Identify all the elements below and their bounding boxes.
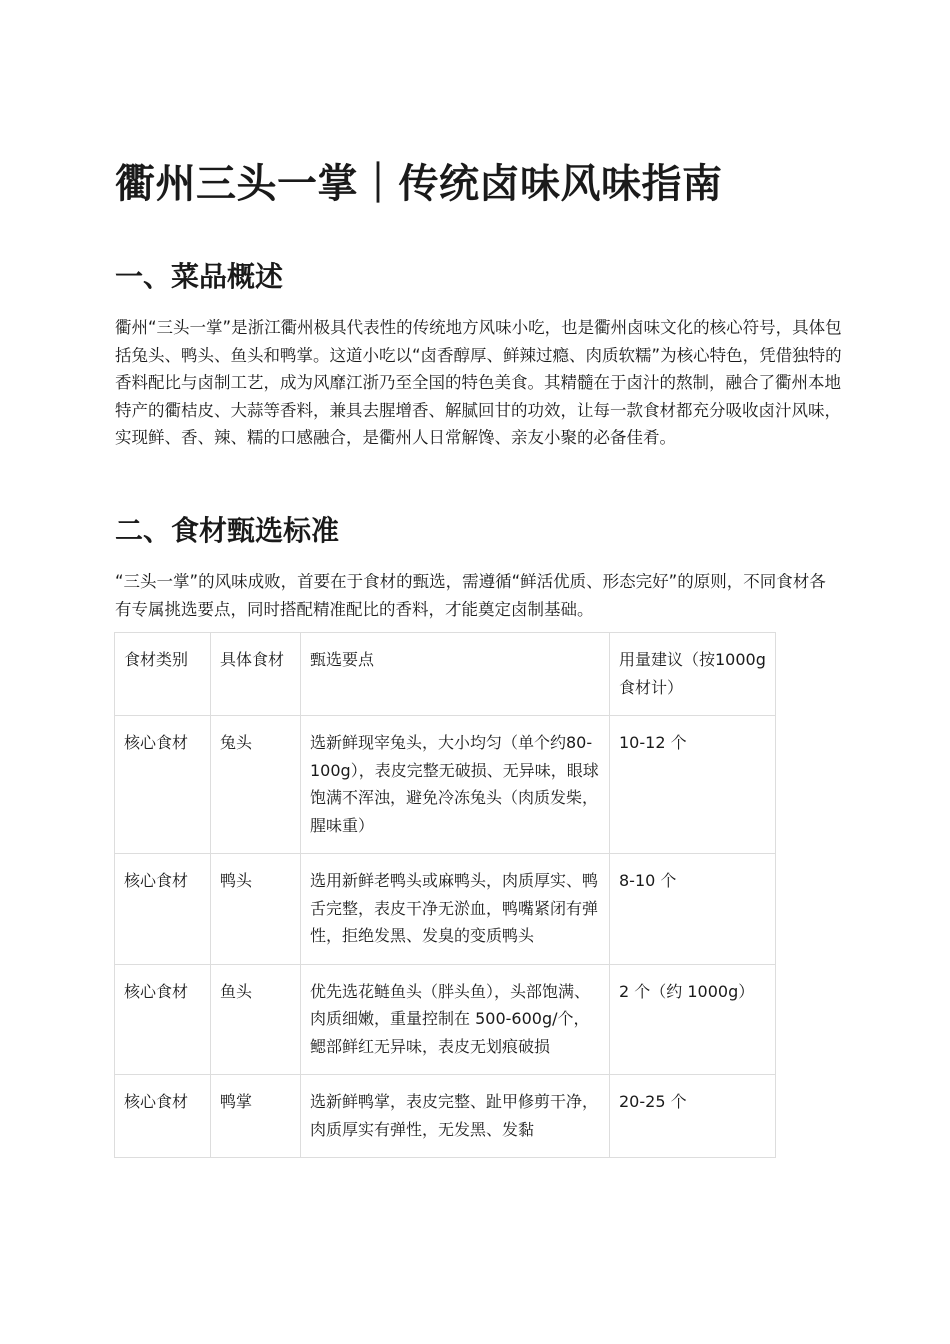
- header-cell-category: 食材类别: [115, 633, 211, 716]
- cell-dosage: 10-12 个: [610, 716, 776, 854]
- header-cell-dosage: 用量建议（按1000g 食材计）: [610, 633, 776, 716]
- table-row: [115, 1075, 776, 1158]
- cell-selection: 选用新鲜老鸭头或麻鸭头，肉质厚实、鸭舌完整，表皮干净无淤血，鸭嘴紧闭有弹性，拒绝发黑、发臭的变质鸭头: [301, 854, 610, 965]
- cell-ingredient: 鱼头: [211, 964, 301, 1075]
- header-cell-ingredient: 具体食材: [211, 633, 301, 716]
- header-cell-selection: 甄选要点: [301, 633, 610, 716]
- page-bottom-margin: [0, 1198, 950, 1344]
- cell-dosage: 8-10 个: [610, 854, 776, 965]
- overview-paragraph: 衢州“三头一掌”是浙江衢州极具代表性的传统地方风味小吃，也是衢州卤味文化的核心符号，具体包括兔头、鸭头、鱼头和鸭掌。这道小吃以“卤香醇厚、鲜辣过瘾、肉质软糯”为核心特色，凭借独特的香料配比与卤制工艺，成为风靡江浙乃至全国的特色美食。其精髓在于卤汁的熬制，融合了衢州本地特产的衢桔皮、大蒜等香料，兼具去腥增香、解腻回甘的功效，让每一款食材都充分吸收卤汁风味，实现鲜、香、辣、糯的口感融合，是衢州人日常解馋、亲友小聚的必备佳肴。: [115, 318, 842, 448]
- table-header-row: [115, 633, 776, 716]
- cell-category: 核心食材: [115, 1075, 211, 1158]
- section-heading-ingredients: 二、食材甄选标准: [115, 514, 340, 547]
- cell-ingredient: 鸭掌: [211, 1075, 301, 1158]
- page-title: 衢州三头一掌｜传统卤味风味指南: [115, 161, 723, 207]
- cell-ingredient: 鸭头: [211, 854, 301, 965]
- cell-category: 核心食材: [115, 964, 211, 1075]
- cell-selection: 选新鲜现宰兔头，大小均匀（单个约80-100g），表皮完整无破损、无异味，眼球饱满不浑浊，避免冷冻兔头（肉质发柴，腥味重）: [301, 716, 610, 854]
- cell-selection: 选新鲜鸭掌，表皮完整、趾甲修剪干净，肉质厚实有弹性，无发黑、发黏: [301, 1075, 610, 1158]
- cell-category: 核心食材: [115, 854, 211, 965]
- cell-selection: 优先选花鲢鱼头（胖头鱼），头部饱满、肉质细嫩，重量控制在 500-600g/个，鳃部鲜红无异味，表皮无划痕破损: [301, 964, 610, 1075]
- cell-ingredient: 兔头: [211, 716, 301, 854]
- section-heading-overview: 一、菜品概述: [115, 260, 284, 293]
- ingredient-table: [114, 632, 776, 1158]
- ingredients-intro-paragraph: “三头一掌”的风味成败，首要在于食材的甄选，需遵循“鲜活优质、形态完好”的原则，不同食材各有专属挑选要点，同时搭配精准配比的香料，才能奠定卤制基础。: [115, 572, 826, 619]
- cell-dosage: 2 个（约 1000g）: [610, 964, 776, 1075]
- table-row: [115, 964, 776, 1075]
- cell-dosage: 20-25 个: [610, 1075, 776, 1158]
- table-row: [115, 854, 776, 965]
- cell-category: 核心食材: [115, 716, 211, 854]
- table-row: [115, 716, 776, 854]
